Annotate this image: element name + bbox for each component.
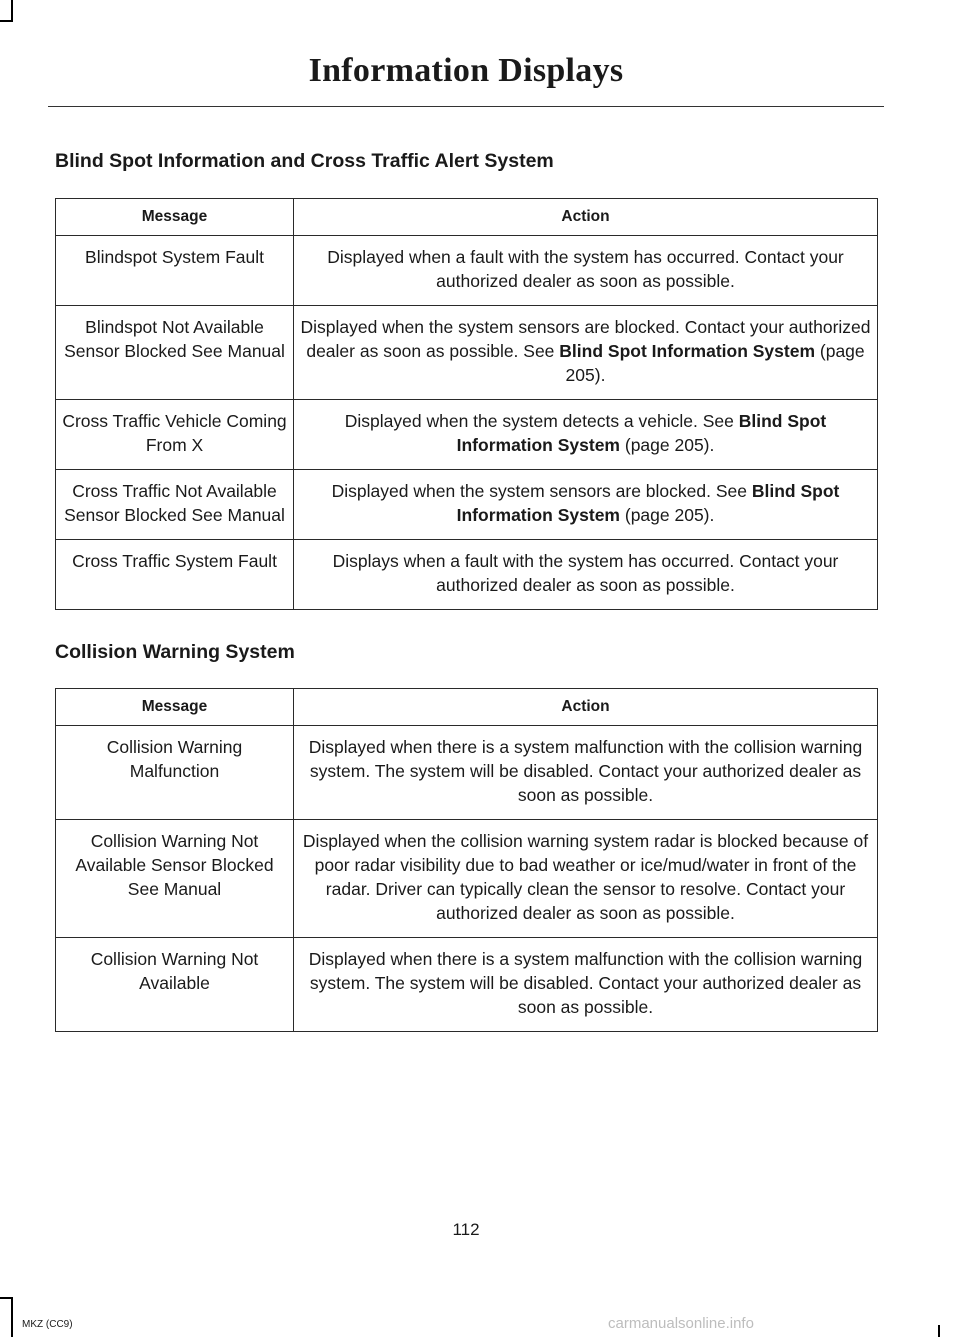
cross-reference-link[interactable]: Blind Spot Information System [559, 341, 816, 361]
header-divider [48, 106, 884, 107]
table-row [56, 400, 878, 470]
message-cell: Blindspot System Fault [56, 236, 294, 306]
action-cell: Displays when a fault with the system has occurred. Contact your authorized dealer as soon as possible. [294, 540, 878, 610]
column-header-message: Message [56, 689, 294, 726]
section-title-blind-spot: Blind Spot Information and Cross Traffic Alert System [55, 150, 554, 172]
action-cell: Displayed when the system detects a vehicle. See Blind Spot Information System (page 205). [294, 400, 878, 470]
crop-mark-bottom-right-v [938, 1325, 940, 1337]
table-row [56, 236, 878, 306]
collision-warning-message-table [55, 688, 878, 1032]
crop-mark-bottom-left-h [0, 1297, 13, 1299]
crop-mark-bottom-left-v [11, 1297, 13, 1337]
page-number: 112 [452, 1220, 480, 1239]
column-header-action: Action [294, 199, 878, 236]
blind-spot-message-table [55, 198, 878, 610]
action-cell: Displayed when the system sensors are blocked. Contact your authorized dealer as soon as possible. See Blind Spot Information System (page 205). [294, 306, 878, 400]
page-title: Information Displays [308, 52, 624, 89]
message-cell: Collision Warning Not Available Sensor Blocked See Manual [56, 820, 294, 938]
table-row [56, 938, 878, 1032]
footer-model-code: MKZ (CC9) [22, 1319, 73, 1330]
table-row [56, 306, 878, 400]
section-title-collision-warning: Collision Warning System [55, 641, 295, 663]
crop-mark-top-left-h [0, 20, 13, 22]
message-cell: Blindspot Not Available Sensor Blocked See Manual [56, 306, 294, 400]
action-cell: Displayed when the system sensors are blocked. See Blind Spot Information System (page 205). [294, 470, 878, 540]
action-cell: Displayed when there is a system malfunction with the collision warning system. The system will be disabled. Contact your authorized dealer as soon as possible. [294, 726, 878, 820]
message-cell: Collision Warning Not Available [56, 938, 294, 1032]
table-row [56, 726, 878, 820]
action-cell: Displayed when the collision warning system radar is blocked because of poor radar visibility due to bad weather or ice/mud/water in front of the radar. Driver can typically clean the sensor to resolve. Contact your authorized dealer as soon as possible. [294, 820, 878, 938]
cross-reference-link[interactable]: Blind Spot Information System [456, 481, 840, 525]
watermark: carmanualsonline.info [608, 1315, 754, 1332]
message-cell: Collision Warning Malfunction [56, 726, 294, 820]
table-row [56, 540, 878, 610]
cross-reference-link[interactable]: Blind Spot Information System [456, 411, 827, 455]
table-row [56, 820, 878, 938]
message-cell: Cross Traffic Vehicle Coming From X [56, 400, 294, 470]
column-header-action: Action [294, 689, 878, 726]
action-cell: Displayed when there is a system malfunction with the collision warning system. The system will be disabled. Contact your authorized dealer as soon as possible. [294, 938, 878, 1032]
column-header-message: Message [56, 199, 294, 236]
message-cell: Cross Traffic Not Available Sensor Blocked See Manual [56, 470, 294, 540]
message-cell: Cross Traffic System Fault [56, 540, 294, 610]
table-row [56, 470, 878, 540]
crop-mark-top-left-v [11, 0, 13, 22]
action-cell: Displayed when a fault with the system has occurred. Contact your authorized dealer as soon as possible. [294, 236, 878, 306]
